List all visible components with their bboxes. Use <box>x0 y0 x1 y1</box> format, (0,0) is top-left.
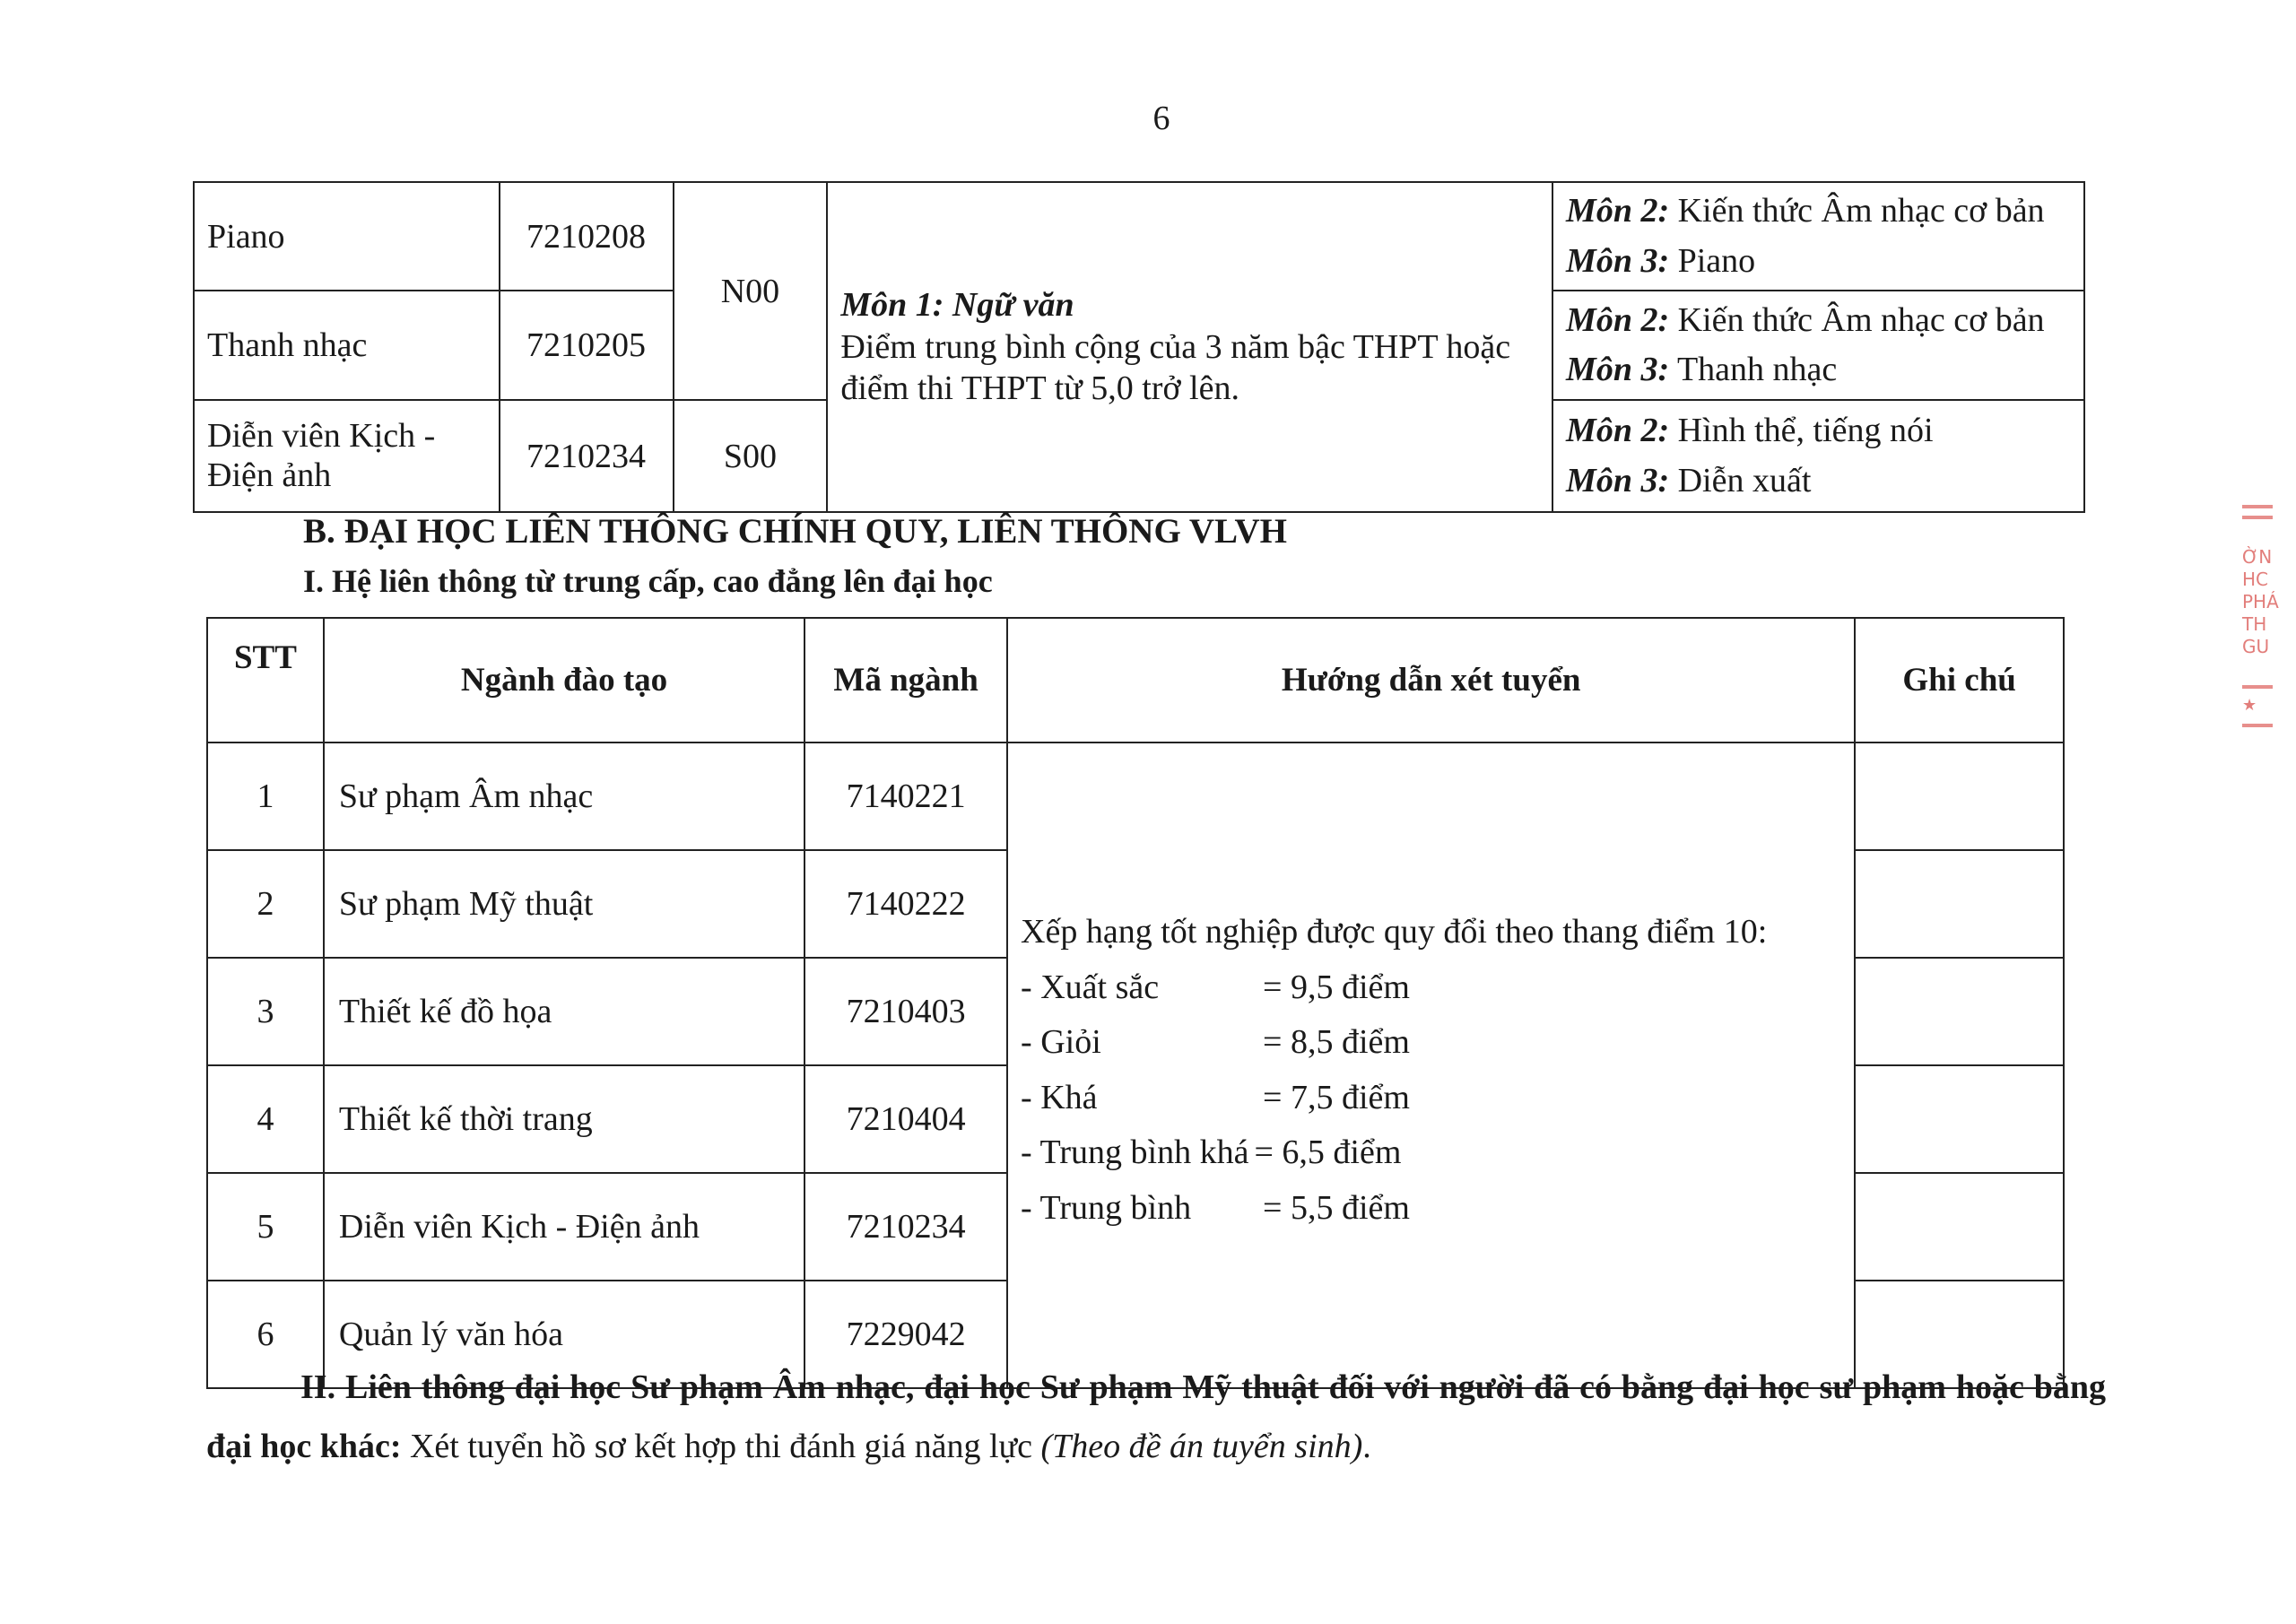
mon2-label: Môn 2: <box>1566 412 1670 450</box>
section-heading-i: I. Hệ liên thông từ trung cấp, cao đẳng lên đại học <box>303 563 993 599</box>
admission-guide <box>1007 743 1855 1388</box>
row-code: 7140221 <box>804 743 1007 850</box>
row-code: 7229042 <box>804 1281 1007 1388</box>
mon3-value: Diễn xuất <box>1677 461 1812 499</box>
mon3-label: Môn 3: <box>1566 461 1670 499</box>
row-note <box>1855 1065 2064 1173</box>
grade-name: - Trung bình <box>1021 1188 1192 1227</box>
grade-name: - Giỏi <box>1021 1023 1101 1062</box>
row-major: Quản lý văn hóa <box>324 1281 804 1388</box>
section-ii-heading: II. Liên thông đại học Sư phạm Âm nhạc, đại học Sư phạm Mỹ thuật đối với người đã có bằng đại học sư phạm hoặc bằng đại học khác: <box>206 1368 2106 1465</box>
row-note <box>1855 958 2064 1065</box>
major-name: Piano <box>194 182 500 291</box>
row-note <box>1855 1173 2064 1281</box>
row-major: Thiết kế đồ họa <box>324 958 804 1065</box>
grade-name: - Khá <box>1021 1078 1098 1116</box>
mon3-label: Môn 3: <box>1566 241 1670 280</box>
row-major: Sư phạm Mỹ thuật <box>324 850 804 958</box>
grade-line <box>1021 1181 1841 1237</box>
row-major: Sư phạm Âm nhạc <box>324 743 804 850</box>
row-stt: 4 <box>207 1065 324 1173</box>
row-note <box>1855 743 2064 850</box>
grade-name: - Trung bình khá <box>1021 1133 1249 1172</box>
grade-line <box>1021 1071 1841 1126</box>
row-code: 7210403 <box>804 958 1007 1065</box>
subjects-cell <box>1552 291 2084 400</box>
mon2-value: Kiến thức Âm nhạc cơ bản <box>1677 192 2045 230</box>
transfer-programs-table <box>206 617 2065 1389</box>
header-note: Ghi chú <box>1855 618 2064 743</box>
mon2-value: Hình thể, tiếng nói <box>1677 412 1934 450</box>
table-row <box>194 182 2084 291</box>
major-name: Thanh nhạc <box>194 291 500 400</box>
section-ii-italic: (Theo đề án tuyển sinh) <box>1040 1427 1363 1465</box>
exam-block-n00: N00 <box>674 182 828 400</box>
row-major: Diễn viên Kịch - Điện ảnh <box>324 1173 804 1281</box>
mon2-label: Môn 2: <box>1566 192 1670 230</box>
grade-value: = 8,5 điểm <box>1263 1023 1410 1062</box>
section-ii-paragraph <box>206 1359 2106 1476</box>
mon2-label: Môn 2: <box>1566 300 1670 339</box>
mon3-value: Thanh nhạc <box>1676 351 1838 388</box>
grade-value: = 7,5 điểm <box>1263 1078 1410 1116</box>
major-name-line1: Diễn viên Kịch - <box>207 416 436 455</box>
grade-name: - Xuất sắc <box>1021 968 1160 1006</box>
section-ii-end: . <box>1362 1427 1371 1465</box>
section-ii-text: Xét tuyển hồ sơ kết hợp thi đánh giá năng lực <box>401 1427 1041 1465</box>
row-stt: 5 <box>207 1173 324 1281</box>
table-header-row <box>207 618 2064 743</box>
major-name <box>194 400 500 512</box>
mon3-label: Môn 3: <box>1566 351 1670 388</box>
grade-line <box>1021 960 1841 1016</box>
major-code: 7210208 <box>500 182 674 291</box>
mon1-text: Điểm trung bình cộng của 3 năm bậc THPT hoặc điểm thi THPT từ 5,0 trở lên. <box>840 327 1511 408</box>
grade-value: = 9,5 điểm <box>1263 968 1410 1006</box>
row-note <box>1855 850 2064 958</box>
grade-value: = 5,5 điểm <box>1263 1188 1410 1227</box>
major-code: 7210205 <box>500 291 674 400</box>
row-code: 7210404 <box>804 1065 1007 1173</box>
mon1-label: Môn 1: Ngữ văn <box>840 286 1074 325</box>
header-code: Mã ngành <box>804 618 1007 743</box>
header-guide: Hướng dẫn xét tuyển <box>1007 618 1855 743</box>
mon2-value: Kiến thức Âm nhạc cơ bản <box>1677 300 2045 339</box>
mon1-requirement <box>827 182 1552 512</box>
admission-subjects-table <box>193 181 2085 513</box>
row-code: 7140222 <box>804 850 1007 958</box>
grade-line <box>1021 1125 1841 1181</box>
mon3-value: Piano <box>1677 241 1756 280</box>
major-name-line2: Điện ảnh <box>207 456 332 494</box>
guide-title: Xếp hạng tốt nghiệp được quy đổi theo thang điểm 10: <box>1021 913 1768 951</box>
section-heading-b: B. ĐẠI HỌC LIÊN THÔNG CHÍNH QUY, LIÊN THÔNG VLVH <box>303 512 1287 551</box>
row-stt: 2 <box>207 850 324 958</box>
row-major: Thiết kế thời trang <box>324 1065 804 1173</box>
row-stt: 1 <box>207 743 324 850</box>
table-row <box>207 743 2064 850</box>
page-number: 6 <box>1152 100 1170 137</box>
grade-value: = 6,5 điểm <box>1254 1133 1402 1172</box>
row-code: 7210234 <box>804 1173 1007 1281</box>
subjects-cell <box>1552 182 2084 291</box>
row-stt: 3 <box>207 958 324 1065</box>
subjects-cell <box>1552 400 2084 512</box>
grade-line <box>1021 1015 1841 1071</box>
exam-block-s00: S00 <box>674 400 828 512</box>
header-stt: STT <box>207 618 324 743</box>
seal-stamp-fragment: ỜN HC PHÁ TH GU ★ <box>2242 498 2278 776</box>
major-code: 7210234 <box>500 400 674 512</box>
row-stt: 6 <box>207 1281 324 1388</box>
header-major: Ngành đào tạo <box>324 618 804 743</box>
